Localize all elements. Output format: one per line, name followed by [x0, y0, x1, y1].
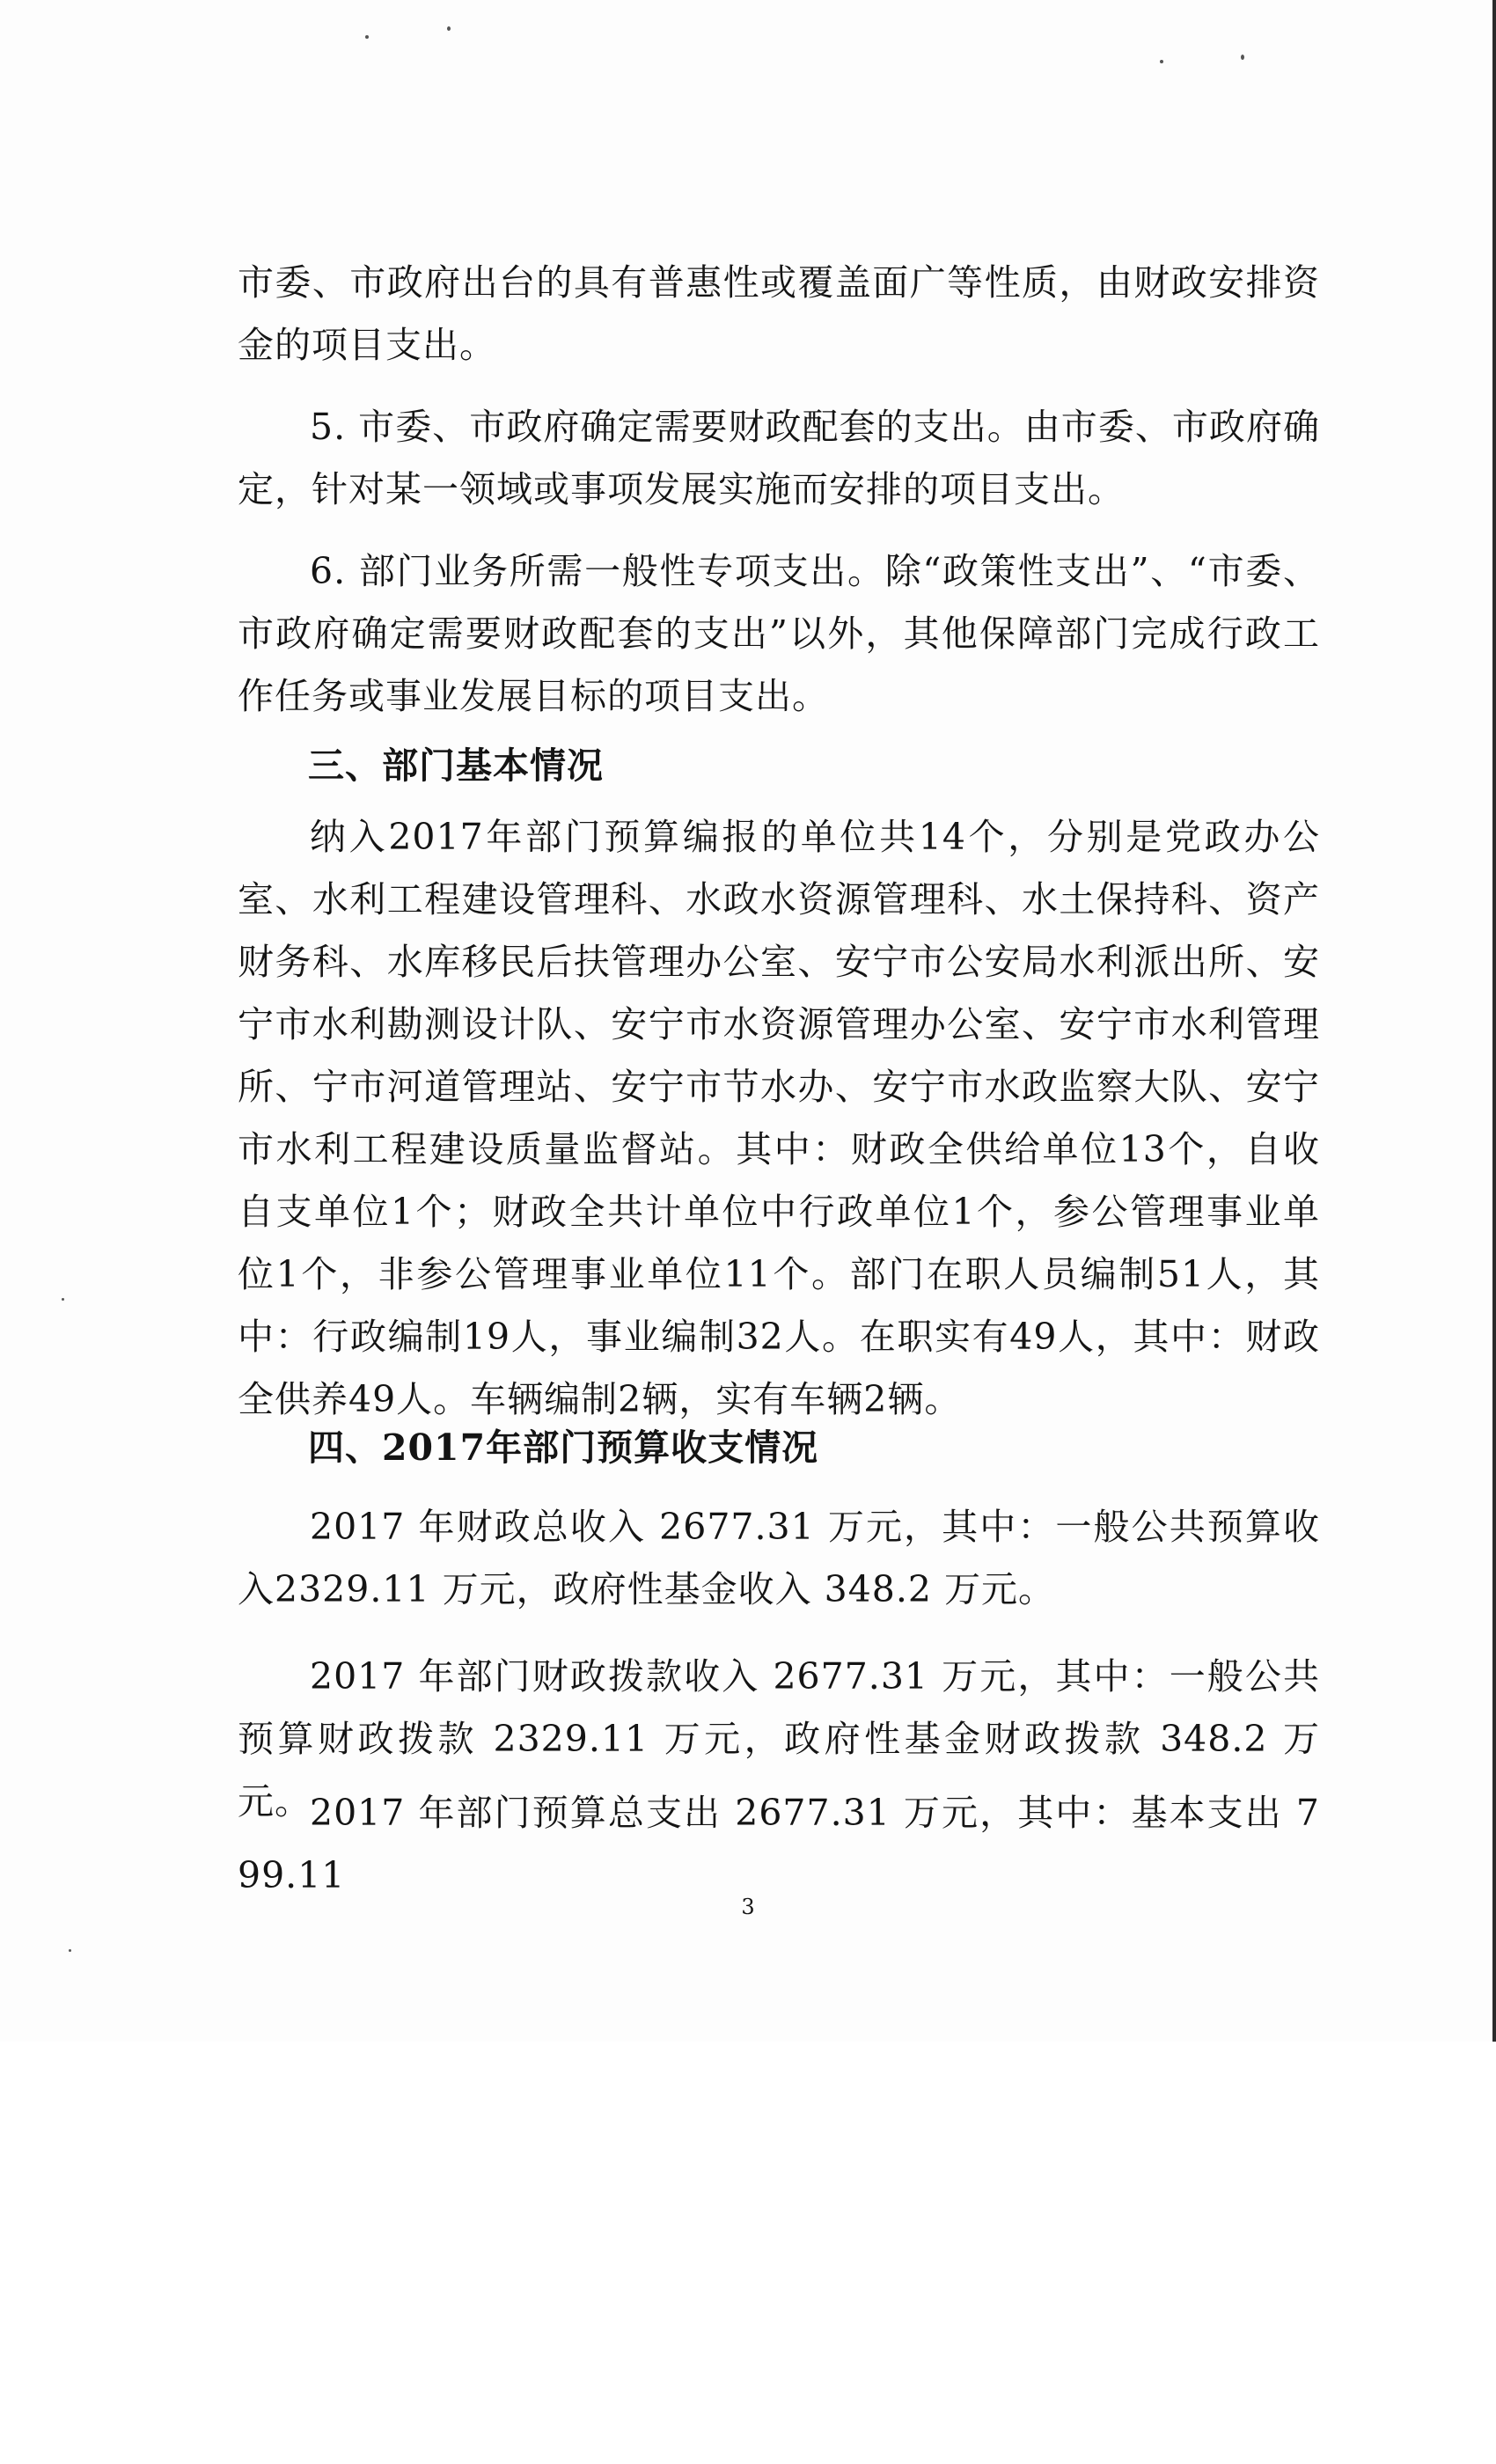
scan-edge	[1492, 0, 1496, 2042]
scan-speck	[69, 1949, 71, 1952]
paragraph-appropriation-revenue: 2017 年部门财政拨款收入 2677.31 万元，其中：一般公共预算财政拨款 2329.11 万元，政府性基金财政拨款 348.2 万元。	[238, 1655, 1320, 1822]
section-heading-budget: 四、2017年部门预算收支情况	[308, 1426, 819, 1469]
section-heading-basic-info: 三、部门基本情况	[308, 744, 604, 787]
scan-speck	[365, 35, 369, 39]
scan-speck	[447, 26, 451, 31]
paragraph-total-expenditure: 2017 年部门预算总支出 2677.31 万元，其中：基本支出 799.11	[238, 1792, 1320, 1896]
scan-speck	[1241, 55, 1244, 60]
paragraph-total-revenue: 2017 年财政总收入 2677.31 万元，其中：一般公共预算收入2329.11 万元，政府性基金收入 348.2 万元。	[238, 1506, 1320, 1610]
page-number: 3	[741, 1895, 755, 1919]
paragraph-item-6: 6. 部门业务所需一般性专项支出。除“政策性支出”、“市委、市政府确定需要财政配套的支出”以外，其他保障部门完成行政工作任务或事业发展目标的项目支出。	[238, 550, 1320, 717]
scan-speck	[62, 1298, 64, 1301]
paragraph-policy-continued: 市委、市政府出台的具有普惠性或覆盖面广等性质，由财政安排资金的项目支出。	[238, 261, 1320, 366]
paragraph-basic-info: 纳入2017年部门预算编报的单位共14个，分别是党政办公室、水利工程建设管理科、水政水资源管理科、水土保持科、资产财务科、水库移民后扶管理办公室、安宁市公安局水利派出所、安宁市水利勘测设计队、安宁市水资源管理办公室、安宁市水利管理所、宁市河道管理站、安宁市节水办、安宁市水政监察大队、安宁市水利工程建设质量监督站。其中：财政全供给单位13个，自收自支单位1个；财政全共计单位中行政单位1个，参公管理事业单位1个，非参公管理事业单位11个。部门在职人员编制51人，其中：行政编制19人，事业编制32人。在职实有49人，其中：财政全供养49人。车辆编制2辆，实有车辆2辆。	[238, 816, 1320, 1420]
scan-speck	[1160, 60, 1163, 63]
paragraph-item-5: 5. 市委、市政府确定需要财政配套的支出。由市委、市政府确定，针对某一领域或事项发展实施而安排的项目支出。	[238, 406, 1320, 510]
